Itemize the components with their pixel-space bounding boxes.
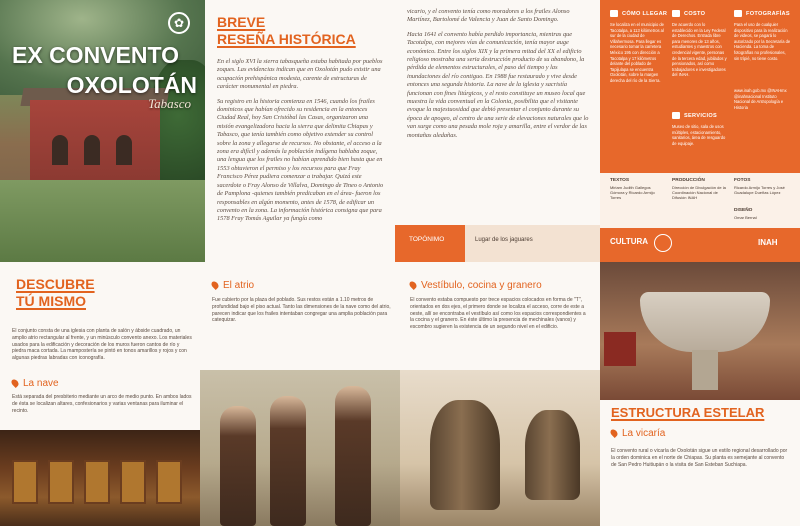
cover-subtitle: Tabasco — [148, 96, 191, 111]
services-heading: SERVICIOS — [672, 112, 717, 119]
cost-heading: COSTO — [672, 10, 705, 17]
inah-logo: INAH — [758, 238, 778, 247]
camera-icon — [734, 10, 742, 17]
vicaria-text: El convento rural o vicaría de Oxolotán sigue un estilo regional desarrollado por la orden dominica en el norte de Chiapas. Su planta es semejante al convento de San Pedro Huitiupán o la visita de San Esteban Suchiapa. — [611, 448, 788, 468]
flower-emblem-icon: ✿ — [168, 12, 190, 34]
vestibulo-text: El convento estaba compuesto por trece espacios colocados en forma de "T", orientados en dos ejes, el primero donde se localiza el acceso, corre de este a oeste, allí se encontraba el vestíbulo así como los espacios correspondientes a la cocina y el granero. En éste último la presencia de mechinales (vanos) y escombro sugieren la existencia de un segundo nivel en el edificio. — [410, 297, 586, 331]
location-pin-icon — [408, 280, 418, 290]
car-icon — [610, 10, 618, 17]
how-to-arrive-text: Se localiza en el municipio de Tacotalpa, a 113 kilómetros al sur de la ciudad de Villahermosa. Para llegar es necesario tomar la carretera México 195 con dirección a Tacotalpa y 17 kilómetros delante del poblado de Tapijulapa se encuentra Oxolotán, sobre la margen derecha del río de la Sierra. — [610, 22, 664, 83]
estelar-title: ESTRUCTURA ESTELAR — [611, 405, 765, 420]
discover-intro: El conjunto consta de una iglesia con planta de salón y ábside cuadrado, un amplio atrio rectangular al frente, y un minúsculo convento anexo. Los materiales usados para la edificación y decoración de los muros fueron cantos de río y piedra maca cortada. La mampostería se pintó en tonos amarillos y rojos y con algunas piedras labradas con iconografía. — [12, 328, 192, 362]
building-icon — [672, 112, 680, 119]
location-pin-icon — [609, 428, 619, 438]
vicaria-heading: La vicaría — [611, 428, 665, 439]
vestibulo-heading: Vestíbulo, cocina y granero — [410, 280, 542, 291]
history-column-1 — [205, 0, 395, 262]
institution-logos — [600, 228, 800, 262]
location-pin-icon — [10, 378, 20, 388]
how-to-arrive-heading: CÓMO LLEGAR — [610, 10, 667, 17]
atrio-heading: El atrio — [212, 280, 254, 291]
visitor-info-panel — [600, 0, 800, 262]
photos-text: Para el uso de cualquier dispositivo para la realización de videos, se pagará lo autorizado por la Secretaría de Hacienda. La toma de fotografías no profesionales, sin trípié, no tiene costo. — [734, 22, 791, 61]
baptismal-font-photo — [600, 262, 800, 400]
atrio-text: Fue cubierto por la plaza del poblado. Sus restos están a 1.10 metros de profundidad bajo el piso actual. Tanto las dimensiones de la nave como del atrio, parecen indicar que los frailes intentaban congregar una amplia población para catequizar. — [212, 297, 391, 324]
history-column-2 — [395, 0, 600, 232]
photos-heading: FOTOGRAFÍAS — [734, 10, 790, 17]
toponym-value: Lugar de los jaguares — [465, 225, 600, 262]
web-links[interactable]: www.inah.gob.mx @INAHmx @inahnacional Instituto Nacional de Antropología e Historia — [734, 88, 787, 110]
history-paragraph: Su registro en la historia comienza en 1546, cuando los frailes dominicos que habían ofrecido su residencia en la entonces Ciudad Real, hoy San Cristóbal las Casas, organizaron una misión evangelizadora hacia la sierra que delimita Chiapas y Tabasco, que tenía también como objetivo extender su control sobre la zona y allegarse de recursos. No obstante, el acceso a la zona era difícil y además la población indígena hablaba zoque, una lengua que los frailes no habían aprendido bien hasta que en 1553 obtuvieron el permiso y los recursos para que Fray Francisco Pérez pudiera comenzar a trabajar. Quizá este sacerdote o Fray Alonso de Villalva, Domingo de Tineo o Antonio de Pamplona -quienes también predicaban en el área- fueron los responsables en algún momento, antes de 1578, de edificar un convento en la zona. La información histórica consigna que para 1578 Fray Tomás Aguilar ya fungía como — [217, 97, 384, 223]
history-paragraph: En el siglo XVI la sierra tabasqueña estaba habitada por pueblos zoques. Las evidencias indican que en Oxolotán pudo existir una ocupación prehispánica modesta, carente de estructuras de carácter monumental en piedra. — [217, 58, 383, 91]
cover-title: EX CONVENTO OXOLOTÁN — [12, 42, 197, 98]
discover-title: DESCUBRE TÚ MISMO — [16, 276, 95, 309]
nave-heading: La nave — [12, 378, 59, 389]
ticket-icon — [672, 10, 680, 17]
nave-text: Está separada del presbiterio mediante un arco de medio punto. En ambos lados de ésta se localizan altares, confesionarios y varias ventanas para iluminar el recinto. — [12, 394, 192, 414]
services-text: Museo de sitio, sala de usos múltiples, estacionamiento, sanitarios, área de resguardo de equipaje. — [672, 124, 726, 146]
bells-photo — [400, 370, 600, 526]
history-paragraph: vicario, y el convento tenía como moradores a los frailes Alonso Martínez, Bartolomé de Valencia y Juan de Santo Domingo. — [407, 8, 570, 24]
history-title: BREVE RESEÑA HISTÓRICA — [217, 14, 356, 47]
cost-text: De acuerdo con lo establecido en la Ley Federal de Derechos. Entrada libre para menores de 13 años, estudiantes y maestros con credencial vigente, personas de la tercera edad, jubilados y pensionados, así como trabajadores e investigadores del INAH. — [672, 22, 727, 78]
altar-photo — [0, 430, 200, 526]
credits: TEXTOS Miriam Judith Gallegos Gómora y Ricardo Armijo Torres PRODUCCIÓN Dirección de Divulgación de la Coordinación Nacional de Difusión INAH FOTOS Ricardo Armijo Torres y José Guadalupe Dueñas López DISEÑO Omar Bernal — [600, 173, 800, 228]
location-pin-icon — [210, 280, 220, 290]
toponym-label: TOPÓNIMO — [395, 225, 465, 262]
cultura-logo: CULTURA — [610, 237, 649, 246]
saints-statues-photo — [200, 370, 400, 526]
cover-photo — [0, 0, 205, 262]
history-paragraph: Hacia 1641 el convento había perdido importancia, mientras que Tacotalpa, con mejores vías de comunicación, tenía mayor auge económico. Entre los siglos XIX y la primera mitad del XX el edificio religioso mostraba una seria destrucción producto de su abandono, la pérdida de elementos estructurales, el paso del tiempo y las inundaciones del río contiguo. En 1988 fue restaurado y vive desde entonces una segunda historia. La nave de la iglesia y sacristía funcionan con fines litúrgicos, y el resto constituye un museo local que muestra la vida conventual en la Colonia, posibilita que el visitante evoque la majestuosidad que debió presentar el conjunto durante su época de apogeo, al centro de una serie de elevaciones naturales que lo van surge como una pesada mole roja y amarilla, entre el verdor de las montañas aledañas. — [407, 30, 589, 139]
mexico-seal-icon — [654, 234, 672, 252]
